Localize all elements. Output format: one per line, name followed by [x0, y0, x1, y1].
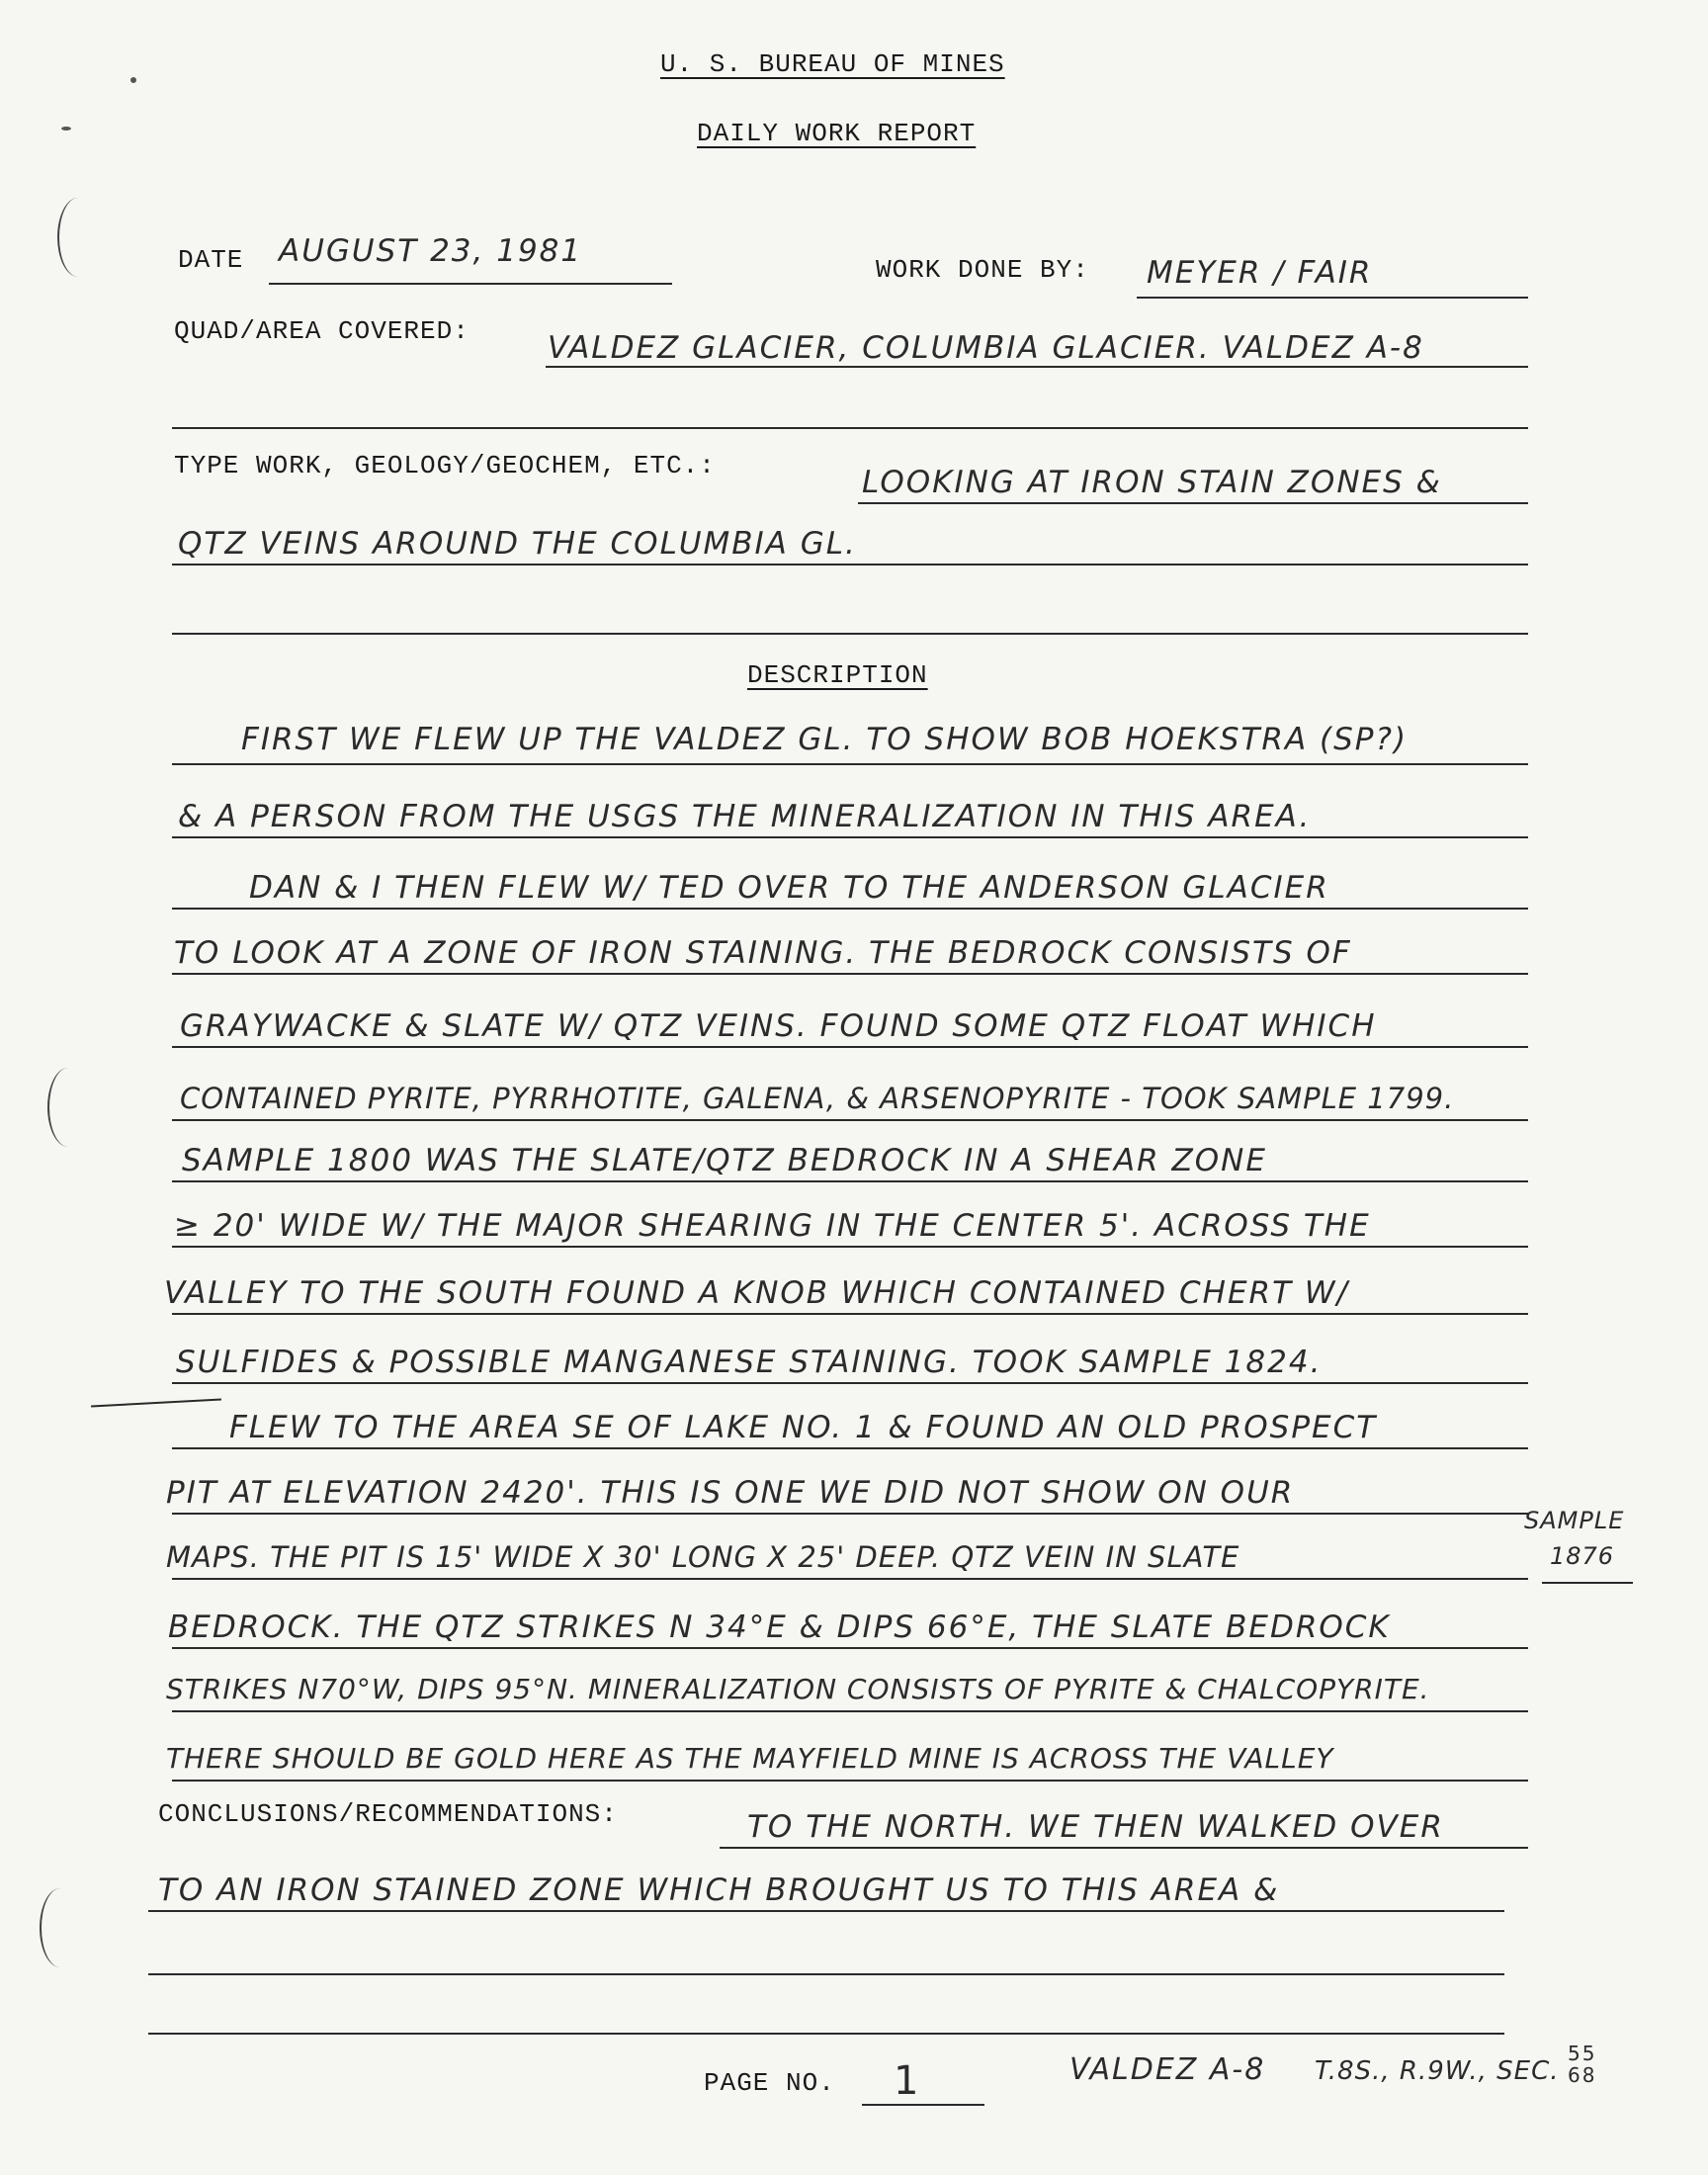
description-line: GRAYWACKE & SLATE W/ QTZ VEINS. FOUND SOME QTZ FLOAT WHICH	[180, 1008, 1377, 1044]
conclusions-line-1: TO THE NORTH. WE THEN WALKED OVER	[747, 1809, 1444, 1845]
type-work-underline-1	[858, 502, 1528, 504]
conclusions-rule-1	[720, 1847, 1528, 1849]
description-rule	[172, 1119, 1528, 1121]
description-line: TO LOOK AT A ZONE OF IRON STAINING. THE BEDROCK CONSISTS OF	[174, 935, 1352, 971]
conclusions-line-2: TO AN IRON STAINED ZONE WHICH BROUGHT US TO THIS AREA &	[158, 1872, 1280, 1908]
description-rule	[172, 836, 1528, 838]
footer-section-numbers: 55 68	[1568, 2042, 1597, 2087]
quad-underline-1	[546, 366, 1528, 368]
description-rule	[172, 1578, 1528, 1580]
description-line: MAPS. THE PIT IS 15' WIDE X 30' LONG X 25' DEEP. QTZ VEIN IN SLATE	[166, 1540, 1240, 1574]
description-line: STRIKES N70°W, DIPS 95°N. MINERALIZATION CONSISTS OF PYRITE & CHALCOPYRITE.	[166, 1673, 1430, 1705]
description-heading: DESCRIPTION	[747, 660, 928, 690]
page-number-value: 1	[894, 2058, 921, 2104]
description-line: CONTAINED PYRITE, PYRRHOTITE, GALENA, & ARSENOPYRITE - TOOK SAMPLE 1799.	[180, 1082, 1455, 1115]
description-line: & A PERSON FROM THE USGS THE MINERALIZATION IN THIS AREA.	[178, 799, 1312, 834]
margin-note-underline	[1542, 1582, 1633, 1584]
date-underline	[269, 283, 672, 285]
footer-township: T.8S., R.9W., SEC.	[1315, 2056, 1560, 2086]
description-rule	[172, 1447, 1528, 1449]
description-rule	[172, 908, 1528, 910]
binder-hole-mark	[47, 1068, 89, 1147]
date-value: AUGUST 23, 1981	[279, 233, 583, 269]
work-done-by-value: MEYER / FAIR	[1147, 255, 1373, 291]
description-line: FLEW TO THE AREA SE OF LAKE NO. 1 & FOUND AN OLD PROSPECT	[229, 1410, 1378, 1445]
form-title: DAILY WORK REPORT	[697, 119, 977, 148]
description-rule	[172, 1647, 1528, 1649]
footer-location: VALDEZ A-8	[1069, 2052, 1266, 2087]
description-line: THERE SHOULD BE GOLD HERE AS THE MAYFIELD MINE IS ACROSS THE VALLEY	[166, 1742, 1334, 1775]
type-work-line-2: QTZ VEINS AROUND THE COLUMBIA GL.	[178, 526, 857, 562]
description-rule	[172, 1513, 1528, 1515]
type-work-underline-3	[172, 633, 1528, 635]
page-number-label: PAGE NO.	[704, 2068, 835, 2098]
conclusions-label: CONCLUSIONS/RECOMMENDATIONS:	[158, 1799, 618, 1829]
margin-note-value: 1876	[1550, 1542, 1615, 1570]
conclusions-rule-4	[148, 2033, 1504, 2035]
page-number-underline	[862, 2104, 984, 2106]
quad-underline-2	[172, 427, 1528, 429]
description-line: DAN & I THEN FLEW W/ TED OVER TO THE ANDERSON GLACIER	[249, 870, 1329, 906]
work-done-by-underline	[1137, 297, 1528, 299]
description-line: VALLEY TO THE SOUTH FOUND A KNOB WHICH CONTAINED CHERT W/	[164, 1275, 1349, 1311]
description-line: SAMPLE 1800 WAS THE SLATE/QTZ BEDROCK IN A SHEAR ZONE	[182, 1143, 1267, 1178]
agency-title: U. S. BUREAU OF MINES	[660, 49, 1005, 79]
quad-value: VALDEZ GLACIER, COLUMBIA GLACIER. VALDEZ A-8	[548, 330, 1424, 366]
description-rule	[172, 1780, 1528, 1782]
description-line: SULFIDES & POSSIBLE MANGANESE STAINING. TOOK SAMPLE 1824.	[176, 1345, 1323, 1380]
paper-speck	[130, 77, 136, 83]
description-rule	[172, 1180, 1528, 1182]
binder-hole-mark	[40, 1888, 81, 1967]
type-work-label: TYPE WORK, GEOLOGY/GEOCHEM, ETC.:	[174, 451, 716, 480]
margin-note-label: SAMPLE	[1524, 1507, 1625, 1534]
paper-speck	[61, 127, 71, 130]
conclusions-rule-3	[148, 1973, 1504, 1975]
type-work-underline-2	[172, 564, 1528, 566]
description-rule	[172, 1046, 1528, 1048]
description-line: ≥ 20' WIDE W/ THE MAJOR SHEARING IN THE CENTER 5'. ACROSS THE	[174, 1208, 1371, 1244]
description-line: FIRST WE FLEW UP THE VALDEZ GL. TO SHOW BOB HOEKSTRA (SP?)	[241, 722, 1409, 757]
conclusions-rule-2	[148, 1910, 1504, 1912]
description-rule	[172, 1246, 1528, 1248]
description-line: PIT AT ELEVATION 2420'. THIS IS ONE WE DID NOT SHOW ON OUR	[166, 1475, 1295, 1511]
quad-label: QUAD/AREA COVERED:	[174, 316, 470, 346]
description-rule	[172, 1382, 1528, 1384]
date-label: DATE	[178, 245, 244, 275]
description-rule	[172, 1710, 1528, 1712]
binder-hole-mark	[57, 198, 99, 277]
description-rule	[172, 973, 1528, 975]
description-rule	[172, 763, 1528, 765]
description-line: BEDROCK. THE QTZ STRIKES N 34°E & DIPS 66°E, THE SLATE BEDROCK	[168, 1610, 1391, 1645]
description-rule	[172, 1313, 1528, 1315]
margin-arrow-mark	[91, 1399, 221, 1408]
work-done-by-label: WORK DONE BY:	[876, 255, 1089, 285]
type-work-line-1: LOOKING AT IRON STAIN ZONES &	[862, 465, 1442, 500]
